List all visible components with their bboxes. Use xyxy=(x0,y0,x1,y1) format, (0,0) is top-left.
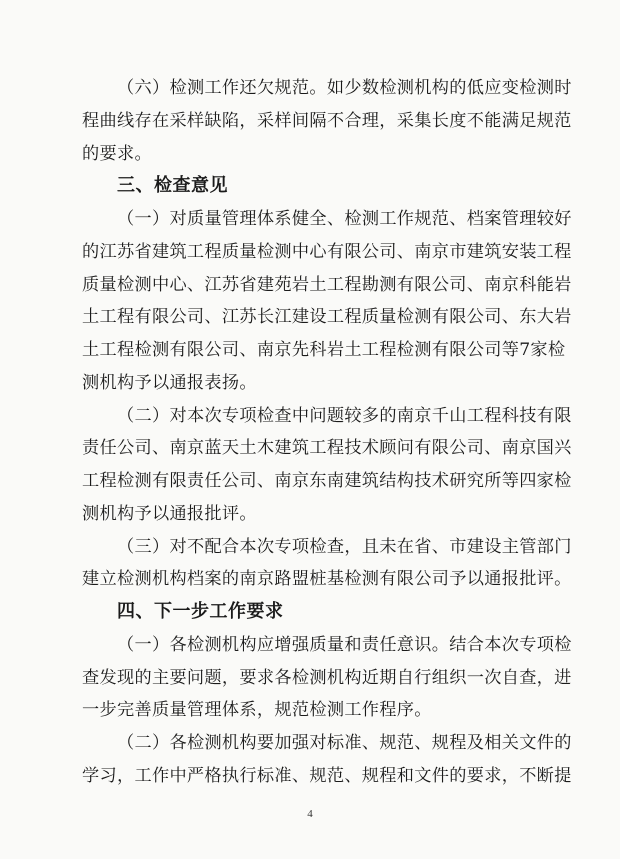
page-number: 4 xyxy=(307,808,313,820)
paragraph-line: 土工程检测有限公司、南京先科岩土工程检测有限公司等7家检 xyxy=(82,340,566,360)
section-heading: 三、检查意见 xyxy=(117,175,228,196)
paragraph-line: 测机构予以通报批评。 xyxy=(82,504,257,524)
paragraph-line: 查发现的主要问题，要求各检测机构近期自行组织一次自查，进 xyxy=(82,668,572,688)
paragraph-line: 质量检测中心、江苏省建苑岩土工程勘测有限公司、南京科能岩 xyxy=(82,275,572,295)
paragraph-line: 程曲线存在采样缺陷，采样间隔不合理，采集长度不能满足规范 xyxy=(82,111,572,131)
paragraph-line: 的江苏省建筑工程质量检测中心有限公司、南京市建筑安装工程 xyxy=(82,242,572,262)
paragraph-line: 工程检测有限责任公司、南京东南建筑结构技术研究所等四家检 xyxy=(82,471,572,491)
paragraph-line: （一）各检测机构应增强质量和责任意识。结合本次专项检 xyxy=(117,635,572,655)
paragraph-line: （三）对不配合本次专项检查，且未在省、市建设主管部门 xyxy=(117,537,572,557)
paragraph-line: （六）检测工作还欠规范。如少数检测机构的低应变检测时 xyxy=(117,78,572,98)
paragraph-line: 责任公司、南京蓝天土木建筑工程技术顾问有限公司、南京国兴 xyxy=(82,438,572,458)
paragraph-line: 土工程有限公司、江苏长江建设工程质量检测有限公司、东大岩 xyxy=(82,307,572,327)
paragraph-line: 学习，工作中严格执行标准、规范、规程和文件的要求，不断提 xyxy=(82,766,572,786)
paragraph-line: （一）对质量管理体系健全、检测工作规范、档案管理较好 xyxy=(117,209,572,229)
paragraph-line: （二）各检测机构要加强对标准、规范、规程及相关文件的 xyxy=(117,733,572,753)
section-heading: 四、下一步工作要求 xyxy=(117,601,284,622)
paragraph-line: 建立检测机构档案的南京路盟桩基检测有限公司予以通报批评。 xyxy=(82,569,572,589)
paragraph-line: （二）对本次专项检查中问题较多的南京千山工程科技有限 xyxy=(117,406,572,426)
paragraph-line: 一步完善质量管理体系，规范检测工作程序。 xyxy=(82,700,432,720)
paragraph-line: 的要求。 xyxy=(82,144,152,164)
paragraph-line: 测机构予以通报表扬。 xyxy=(82,373,257,393)
